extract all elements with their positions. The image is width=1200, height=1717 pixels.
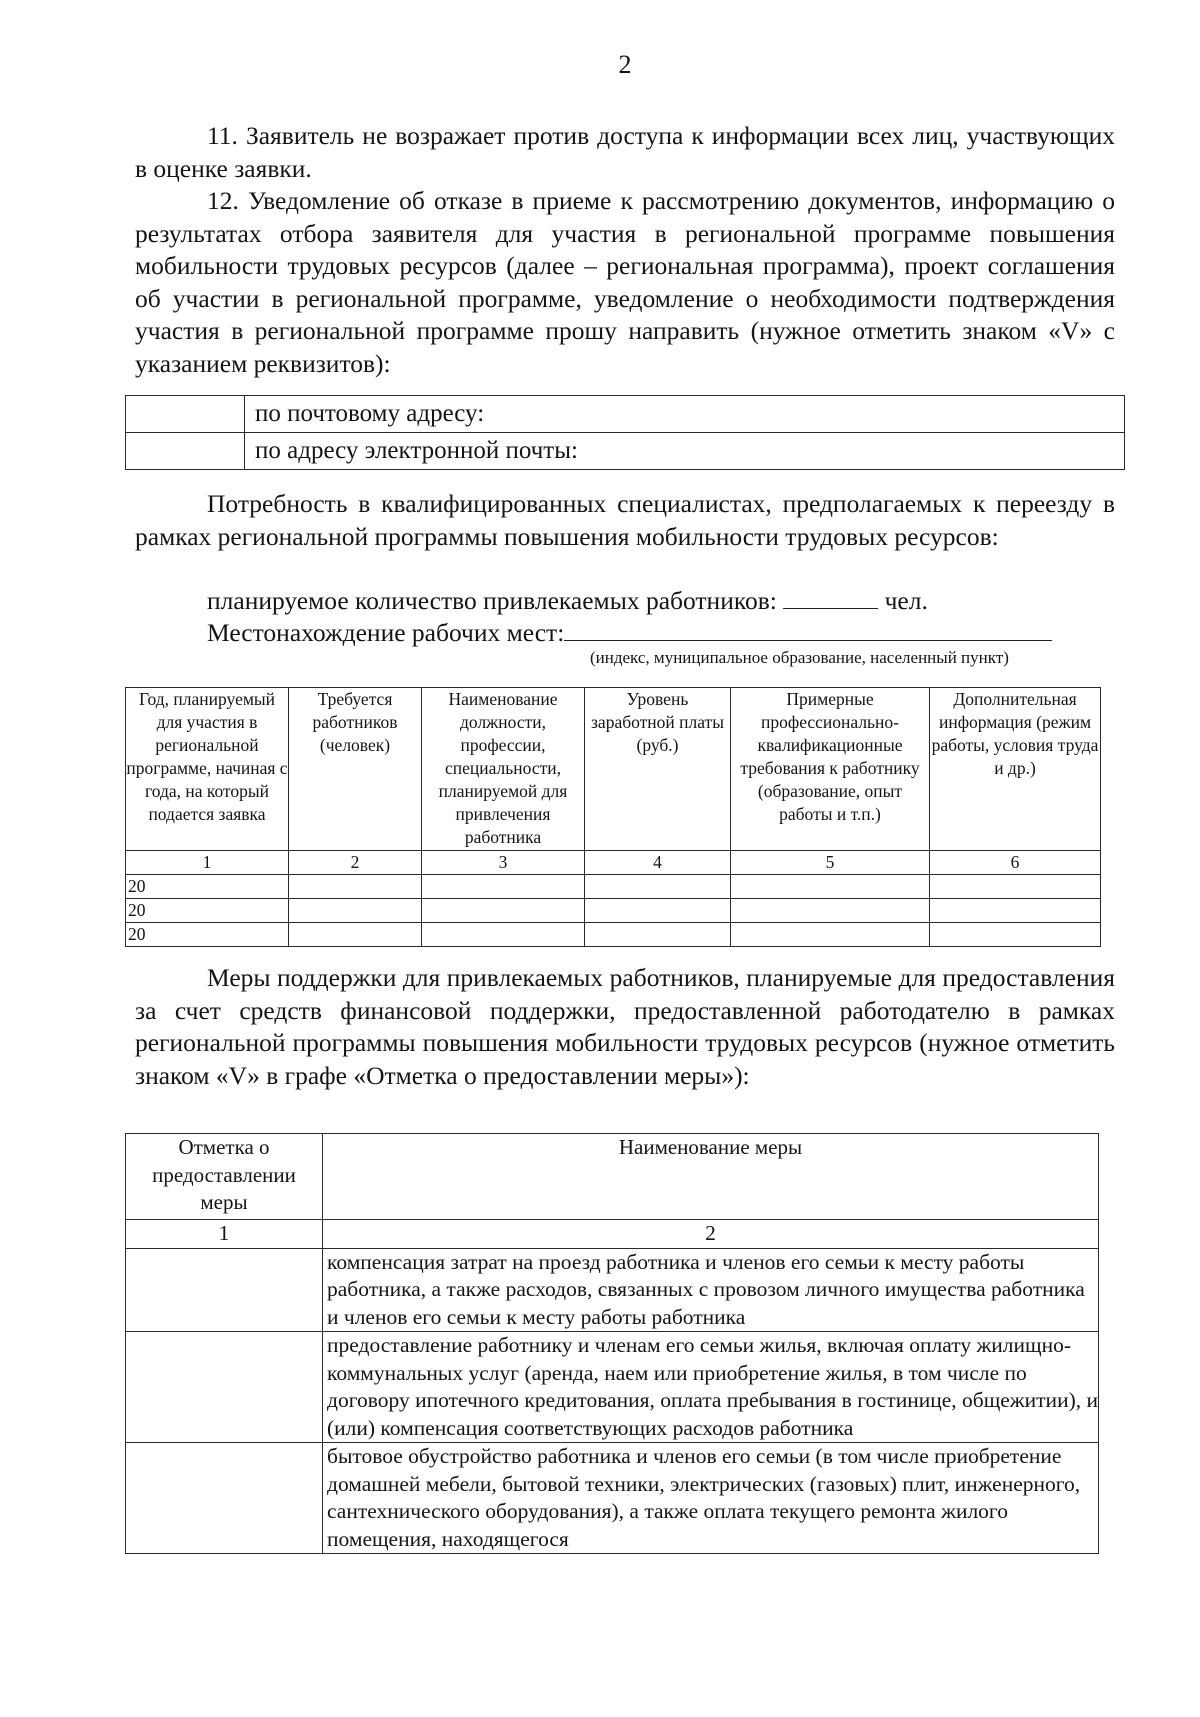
table-row [126, 433, 1125, 470]
mark-cell-postal[interactable] [126, 396, 245, 433]
header-workers: Требуется работников (человек) [289, 688, 422, 851]
option-email-label: по адресу электронной почты: [245, 433, 1125, 470]
table-number-row [126, 1220, 1099, 1249]
col-number: 1 [126, 851, 289, 875]
table-row [126, 875, 1101, 899]
planned-workers-label: планируемое количество привлекаемых работников: [207, 586, 777, 615]
measures-paragraph [135, 962, 1115, 1092]
year-cell[interactable]: 20 [126, 875, 289, 899]
requirements-cell[interactable] [731, 923, 930, 947]
location-field[interactable] [564, 618, 1052, 641]
col-number: 6 [930, 851, 1101, 875]
measure-name-cell: предоставление работнику и членам его семьи жилья, включая оплату жилищно-коммунальных услуг (аренда, наем или приобретение жилья, в том числе по договору ипотечного кредитования, оплата пребывания в гостинице, общежитии), и (или) компенсация соответствующих расходов работника [323, 1332, 1099, 1443]
salary-cell[interactable] [585, 899, 731, 923]
need-paragraph-text: Потребность в квалифицированных специалистах, предполагаемых к переезду в рамках региональной программы повышения мобильности трудовых ресурсов: [135, 489, 1115, 551]
additional-cell[interactable] [930, 875, 1101, 899]
position-cell[interactable] [422, 923, 585, 947]
header-position: Наименование должности, профессии, специальности, планируемой для привлечения работника [422, 688, 585, 851]
year-cell[interactable]: 20 [126, 899, 289, 923]
position-cell[interactable] [422, 899, 585, 923]
paragraph-11-text: 11. Заявитель не возражает против доступа к информации всех лиц, участвующих в оценке заявки. [135, 121, 1115, 183]
additional-cell[interactable] [930, 923, 1101, 947]
workers-cell[interactable] [289, 923, 422, 947]
specialists-table [125, 687, 1101, 947]
header-mark: Отметка о предоставлении меры [126, 1134, 323, 1220]
planned-workers-unit: чел. [884, 586, 928, 615]
table-row [126, 899, 1101, 923]
header-measure-name: Наименование меры [323, 1134, 1099, 1220]
table-header-row [126, 688, 1101, 851]
table-number-row [126, 851, 1101, 875]
support-measures-table [125, 1133, 1099, 1554]
option-postal-label: по почтовому адресу: [245, 396, 1125, 433]
table-row [126, 1332, 1099, 1443]
location-label: Местонахождение рабочих мест: [207, 618, 565, 647]
col-number: 4 [585, 851, 731, 875]
table-row [126, 923, 1101, 947]
table-row [126, 1443, 1099, 1554]
send-method-table [125, 395, 1125, 470]
col-number: 2 [323, 1220, 1099, 1249]
requirements-cell[interactable] [731, 899, 930, 923]
year-cell[interactable]: 20 [126, 923, 289, 947]
paragraph-12 [135, 185, 1115, 380]
table-row [126, 1248, 1099, 1332]
col-number: 1 [126, 1220, 323, 1249]
paragraph-12-text: 12. Уведомление об отказе в приеме к рассмотрению документов, информацию о результатах отбора заявителя для участия в региональной программе повышения мобильности трудовых ресурсов (далее – региональная программа), проект соглашения об участии в региональной программе, уведомление о необходимости подтверждения участия в региональной программе прошу направить (нужное отметить знаком «V» с указанием реквизитов): [135, 186, 1115, 378]
mark-cell-email[interactable] [126, 433, 245, 470]
header-salary: Уровень заработной платы (руб.) [585, 688, 731, 851]
header-requirements: Примерные профессионально-квалификационные требования к работнику (образование, опыт работы и т.п.) [731, 688, 930, 851]
measure-name-cell: компенсация затрат на проезд работника и членов его семьи к месту работы работника, а также расходов, связанных с провозом личного имущества работника и членов его семьи к месту работы работника [323, 1248, 1099, 1332]
measures-paragraph-text: Меры поддержки для привлекаемых работников, планируемые для предоставления за счет средств финансовой поддержки, предоставленной работодателю в рамках региональной программы повышения мобильности трудовых ресурсов (нужное отметить знаком «V» в графе «Отметка о предоставлении меры»): [135, 963, 1115, 1090]
col-number: 2 [289, 851, 422, 875]
header-year: Год, планируемый для участия в региональной программе, начиная с года, на который подается заявка [126, 688, 289, 851]
planned-workers-line [207, 585, 928, 617]
table-row [126, 396, 1125, 433]
paragraph-11 [135, 120, 1115, 185]
additional-cell[interactable] [930, 899, 1101, 923]
col-number: 5 [731, 851, 930, 875]
location-line [207, 617, 1052, 649]
measure-mark-cell[interactable] [126, 1443, 323, 1554]
requirements-cell[interactable] [731, 875, 930, 899]
salary-cell[interactable] [585, 923, 731, 947]
col-number: 3 [422, 851, 585, 875]
table-header-row [126, 1134, 1099, 1220]
page-number: 2 [618, 50, 632, 79]
planned-workers-field[interactable] [783, 586, 878, 609]
location-caption: (индекс, муниципальное образование, населенный пункт) [590, 648, 1009, 667]
measure-name-cell: бытовое обустройство работника и членов его семьи (в том числе приобретение домашней мебели, бытовой техники, электрических (газовых) плит, инженерного, сантехнического оборудования), а также оплата текущего ремонта жилого помещения, находящегося [323, 1443, 1099, 1554]
need-paragraph [135, 488, 1115, 553]
measure-mark-cell[interactable] [126, 1332, 323, 1443]
workers-cell[interactable] [289, 875, 422, 899]
header-additional: Дополнительная информация (режим работы, условия труда и др.) [930, 688, 1101, 851]
workers-cell[interactable] [289, 899, 422, 923]
position-cell[interactable] [422, 875, 585, 899]
salary-cell[interactable] [585, 875, 731, 899]
measure-mark-cell[interactable] [126, 1248, 323, 1332]
